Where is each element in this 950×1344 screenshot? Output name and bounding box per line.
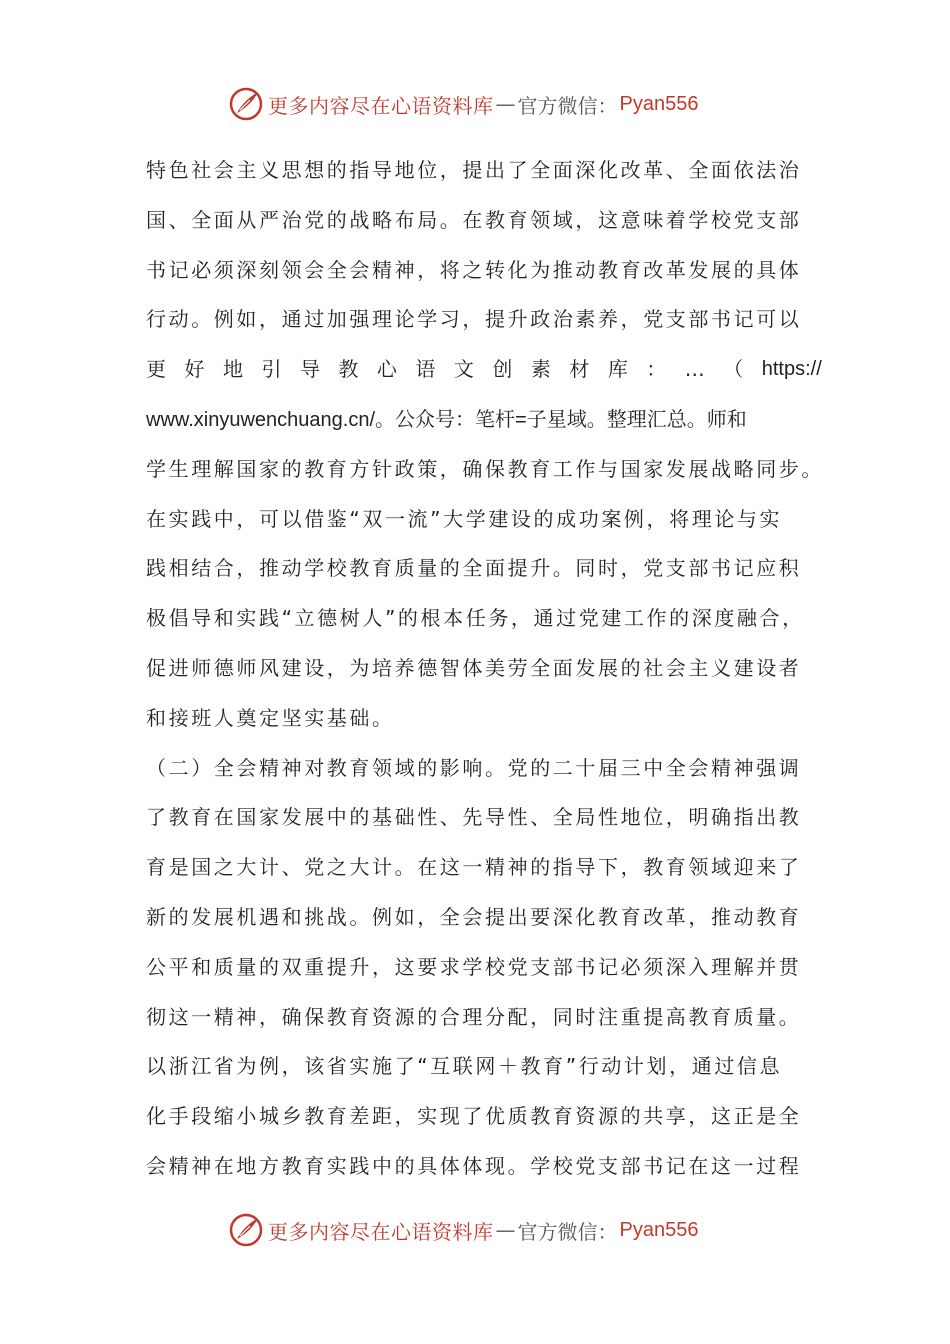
body-line: 会精神在地方教育实践中的具体体现。学校党支部书记在这一过程: [146, 1153, 802, 1178]
body-line: （二）全会精神对教育领域的影响。党的二十届三中全会精神强调: [146, 755, 802, 780]
body-line: 公平和质量的双重提升，这要求学校党支部书记必须深入理解并贯: [146, 954, 802, 979]
body-line-char: 素: [530, 357, 551, 382]
body-line: 促进师德师风建设，为培养德智体美劳全面发展的社会主义建设者: [146, 655, 802, 680]
body-line-char: 引: [261, 357, 282, 382]
banner-wechat-id: Pyan556: [619, 1218, 699, 1241]
body-line: 学生理解国家的教育方针政策，确保教育工作与国家发展战略同步。: [146, 456, 824, 481]
quill-logo-icon: [228, 86, 264, 122]
body-line: 了教育在国家发展中的基础性、先导性、全局性地位，明确指出教: [146, 805, 802, 830]
body-line: 践相结合，推动学校教育质量的全面提升。同时，党支部书记应积: [146, 556, 802, 581]
body-line-char: 导: [299, 357, 320, 382]
body-line-char: 材: [569, 357, 590, 382]
body-line: 书记必须深刻领会全会精神，将之转化为推动教育改革发展的具体: [146, 257, 802, 282]
body-line-char: 地: [222, 357, 243, 382]
body-line-spread: [146, 345, 822, 395]
quill-logo-icon: [228, 1212, 264, 1248]
body-line-char: 文: [453, 357, 474, 382]
body-line: 彻这一精神，确保教育资源的合理分配，同时注重提高教育质量。: [146, 1004, 802, 1029]
banner-brand-text: 更多内容尽在心语资料库: [268, 93, 494, 118]
body-line: 和接班人奠定坚实基础。: [146, 705, 395, 730]
body-line-url-fragment: https://: [761, 358, 822, 381]
banner-brand-text: 更多内容尽在心语资料库: [268, 1219, 494, 1244]
header-banner: [228, 84, 698, 124]
banner-wechat-label: 官方微信：: [517, 1219, 618, 1244]
banner-wechat-id: Pyan556: [619, 92, 699, 115]
banner-dash: —: [495, 1218, 516, 1242]
banner-dash: —: [495, 92, 516, 116]
body-line-char: ：: [646, 357, 667, 382]
body-line: 在实践中，可以借鉴“双一流”大学建设的成功案例，将理论与实: [146, 506, 783, 531]
body-line-char: 创: [492, 357, 513, 382]
body-line: 育是国之大计、党之大计。在这一精神的指导下，教育领域迎来了: [146, 855, 802, 880]
body-line-char: （: [723, 357, 744, 382]
body-line-char: 更: [146, 357, 166, 382]
body-line-text: www.xinyuwenchuang.cn/。公众号：笔杆=子星域。整理汇总。师和: [146, 408, 747, 431]
body-line: 化手段缩小城乡教育差距，实现了优质教育资源的共享，这正是全: [146, 1104, 802, 1129]
footer-banner: [228, 1210, 698, 1250]
body-line: 行动。例如，通过加强理论学习，提升政治素养，党支部书记可以: [146, 307, 802, 332]
body-line-char: 库: [607, 357, 628, 382]
body-line: 特色社会主义思想的指导地位，提出了全面深化改革、全面依法治: [146, 158, 802, 182]
body-line-char: 好: [184, 357, 205, 382]
body-line-char: …: [684, 357, 705, 382]
body-line-char: 教: [338, 357, 359, 382]
body-line: [146, 395, 822, 445]
body-line-char: 语: [415, 357, 436, 382]
body-line-char: 心: [376, 357, 397, 382]
document-body: [146, 146, 822, 1192]
body-line: 国、全面从严治党的战略布局。在教育领域，这意味着学校党支部: [146, 207, 802, 232]
banner-wechat-label: 官方微信：: [517, 93, 618, 118]
body-line: 以浙江省为例，该省实施了“互联网＋教育”行动计划，通过信息: [146, 1054, 783, 1079]
body-line: 极倡导和实践“立德树人”的根本任务，通过党建工作的深度融合，: [146, 606, 805, 631]
body-line: 新的发展机遇和挑战。例如，全会提出要深化教育改革，推动教育: [146, 904, 802, 929]
